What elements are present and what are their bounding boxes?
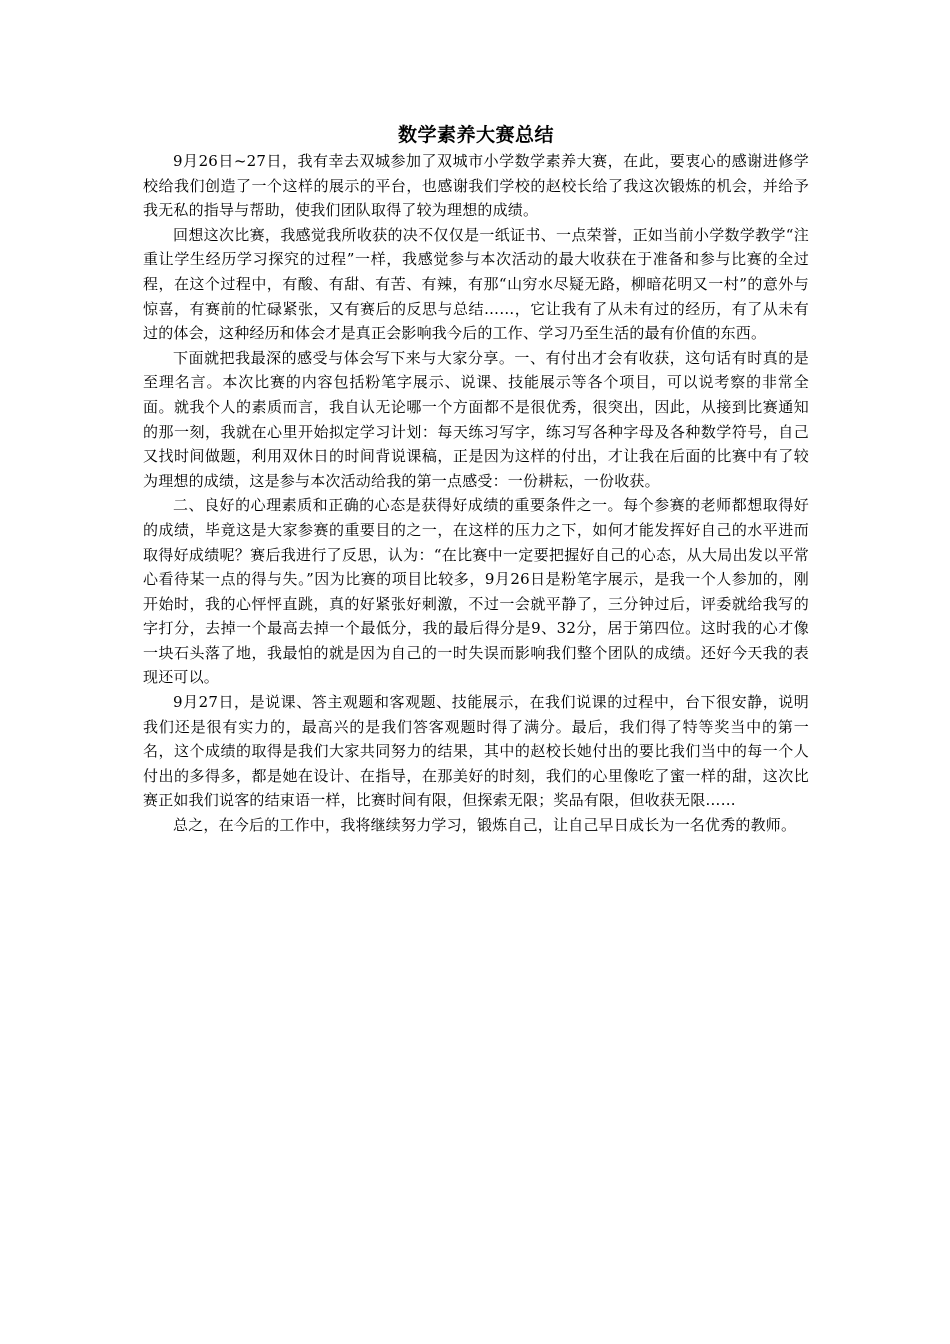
paragraph-1: 9月26日~27日，我有幸去双城参加了双城市小学数学素养大赛，在此，要衷心的感谢进修学校给我们创造了一个这样的展示的平台，也感谢我们学校的赵校长给了我这次锻炼的机会，并给予我无私的指导与帮助，使我们团队取得了较为理想的成绩。 [143, 152, 809, 220]
paragraph-3: 下面就把我最深的感受与体会写下来与大家分享。一、有付出才会有收获，这句话有时真的是至理名言。本次比赛的内容包括粉笔字展示、说课、技能展示等各个项目，可以说考察的非常全面。就我个人的素质而言，我自认无论哪一个方面都不是很优秀，很突出，因此，从接到比赛通知的那一刻，我就在心里开始拟定学习计划：每天练习写字，练习写各种字母及各种数学符号，自己又找时间做题，利用双休日的时间背说课稿，正是因为这样的付出，才让我在后面的比赛中有了较为理想的成绩，这是参与本次活动给我的第一点感受：一份耕耘，一份收获。 [143, 348, 809, 490]
paragraph-6: 总之，在今后的工作中，我将继续努力学习，锻炼自己，让自己早日成长为一名优秀的教师。 [173, 816, 797, 835]
paragraph-4: 二、良好的心理素质和正确的心态是获得好成绩的重要条件之一。每个参赛的老师都想取得好的成绩，毕竟这是大家参赛的重要目的之一，在这样的压力之下，如何才能发挥好自己的水平进而取得好成绩呢？赛后我进行了反思，认为：“在比赛中一定要把握好自己的心态，从大局出发以平常心看待某一点的得与失。”因为比赛的项目比较多，9月26日是粉笔字展示，是我一个人参加的，刚开始时，我的心怦怦直跳，真的好紧张好刺激，不过一会就平静了，三分钟过后，评委就给我写的字打分，去掉一个最高去掉一个最低分，我的最后得分是9、32分，居于第四位。这时我的心才像一块石头落了地，我最怕的就是因为自己的一时失误而影响我们整个团队的成绩。还好今天我的表现还可以。 [143, 496, 809, 687]
document-page [143, 121, 809, 838]
paragraph-2: 回想这次比赛，我感觉我所收获的决不仅仅是一纸证书、一点荣誉，正如当前小学数学教学“注重让学生经历学习探究的过程”一样，我感觉参与本次活动的最大收获在于准备和参与比赛的全过程，在这个过程中，有酸、有甜、有苦、有辣，有那“山穷水尽疑无路，柳暗花明又一村”的意外与惊喜，有赛前的忙碌紧张，又有赛后的反思与总结……，它让我有了从未有过的经历，有了从未有过的体会，这种经历和体会才是真正会影响我今后的工作、学习乃至生活的最有价值的东西。 [143, 225, 809, 343]
paragraph-5: 9月27日，是说课、答主观题和客观题、技能展示，在我们说课的过程中，台下很安静，说明我们还是很有实力的，最高兴的是我们答客观题时得了满分。最后，我们得了特等奖当中的第一名，这个成绩的取得是我们大家共同努力的结果，其中的赵校长她付出的要比我们当中的每一个人付出的多得多，都是她在设计、在指导，在那美好的时刻，我们的心里像吃了蜜一样的甜，这次比赛正如我们说客的结束语一样，比赛时间有限，但探索无限；奖品有限，但收获无限…… [143, 693, 809, 810]
document-title: 数学素养大赛总结 [397, 124, 554, 146]
